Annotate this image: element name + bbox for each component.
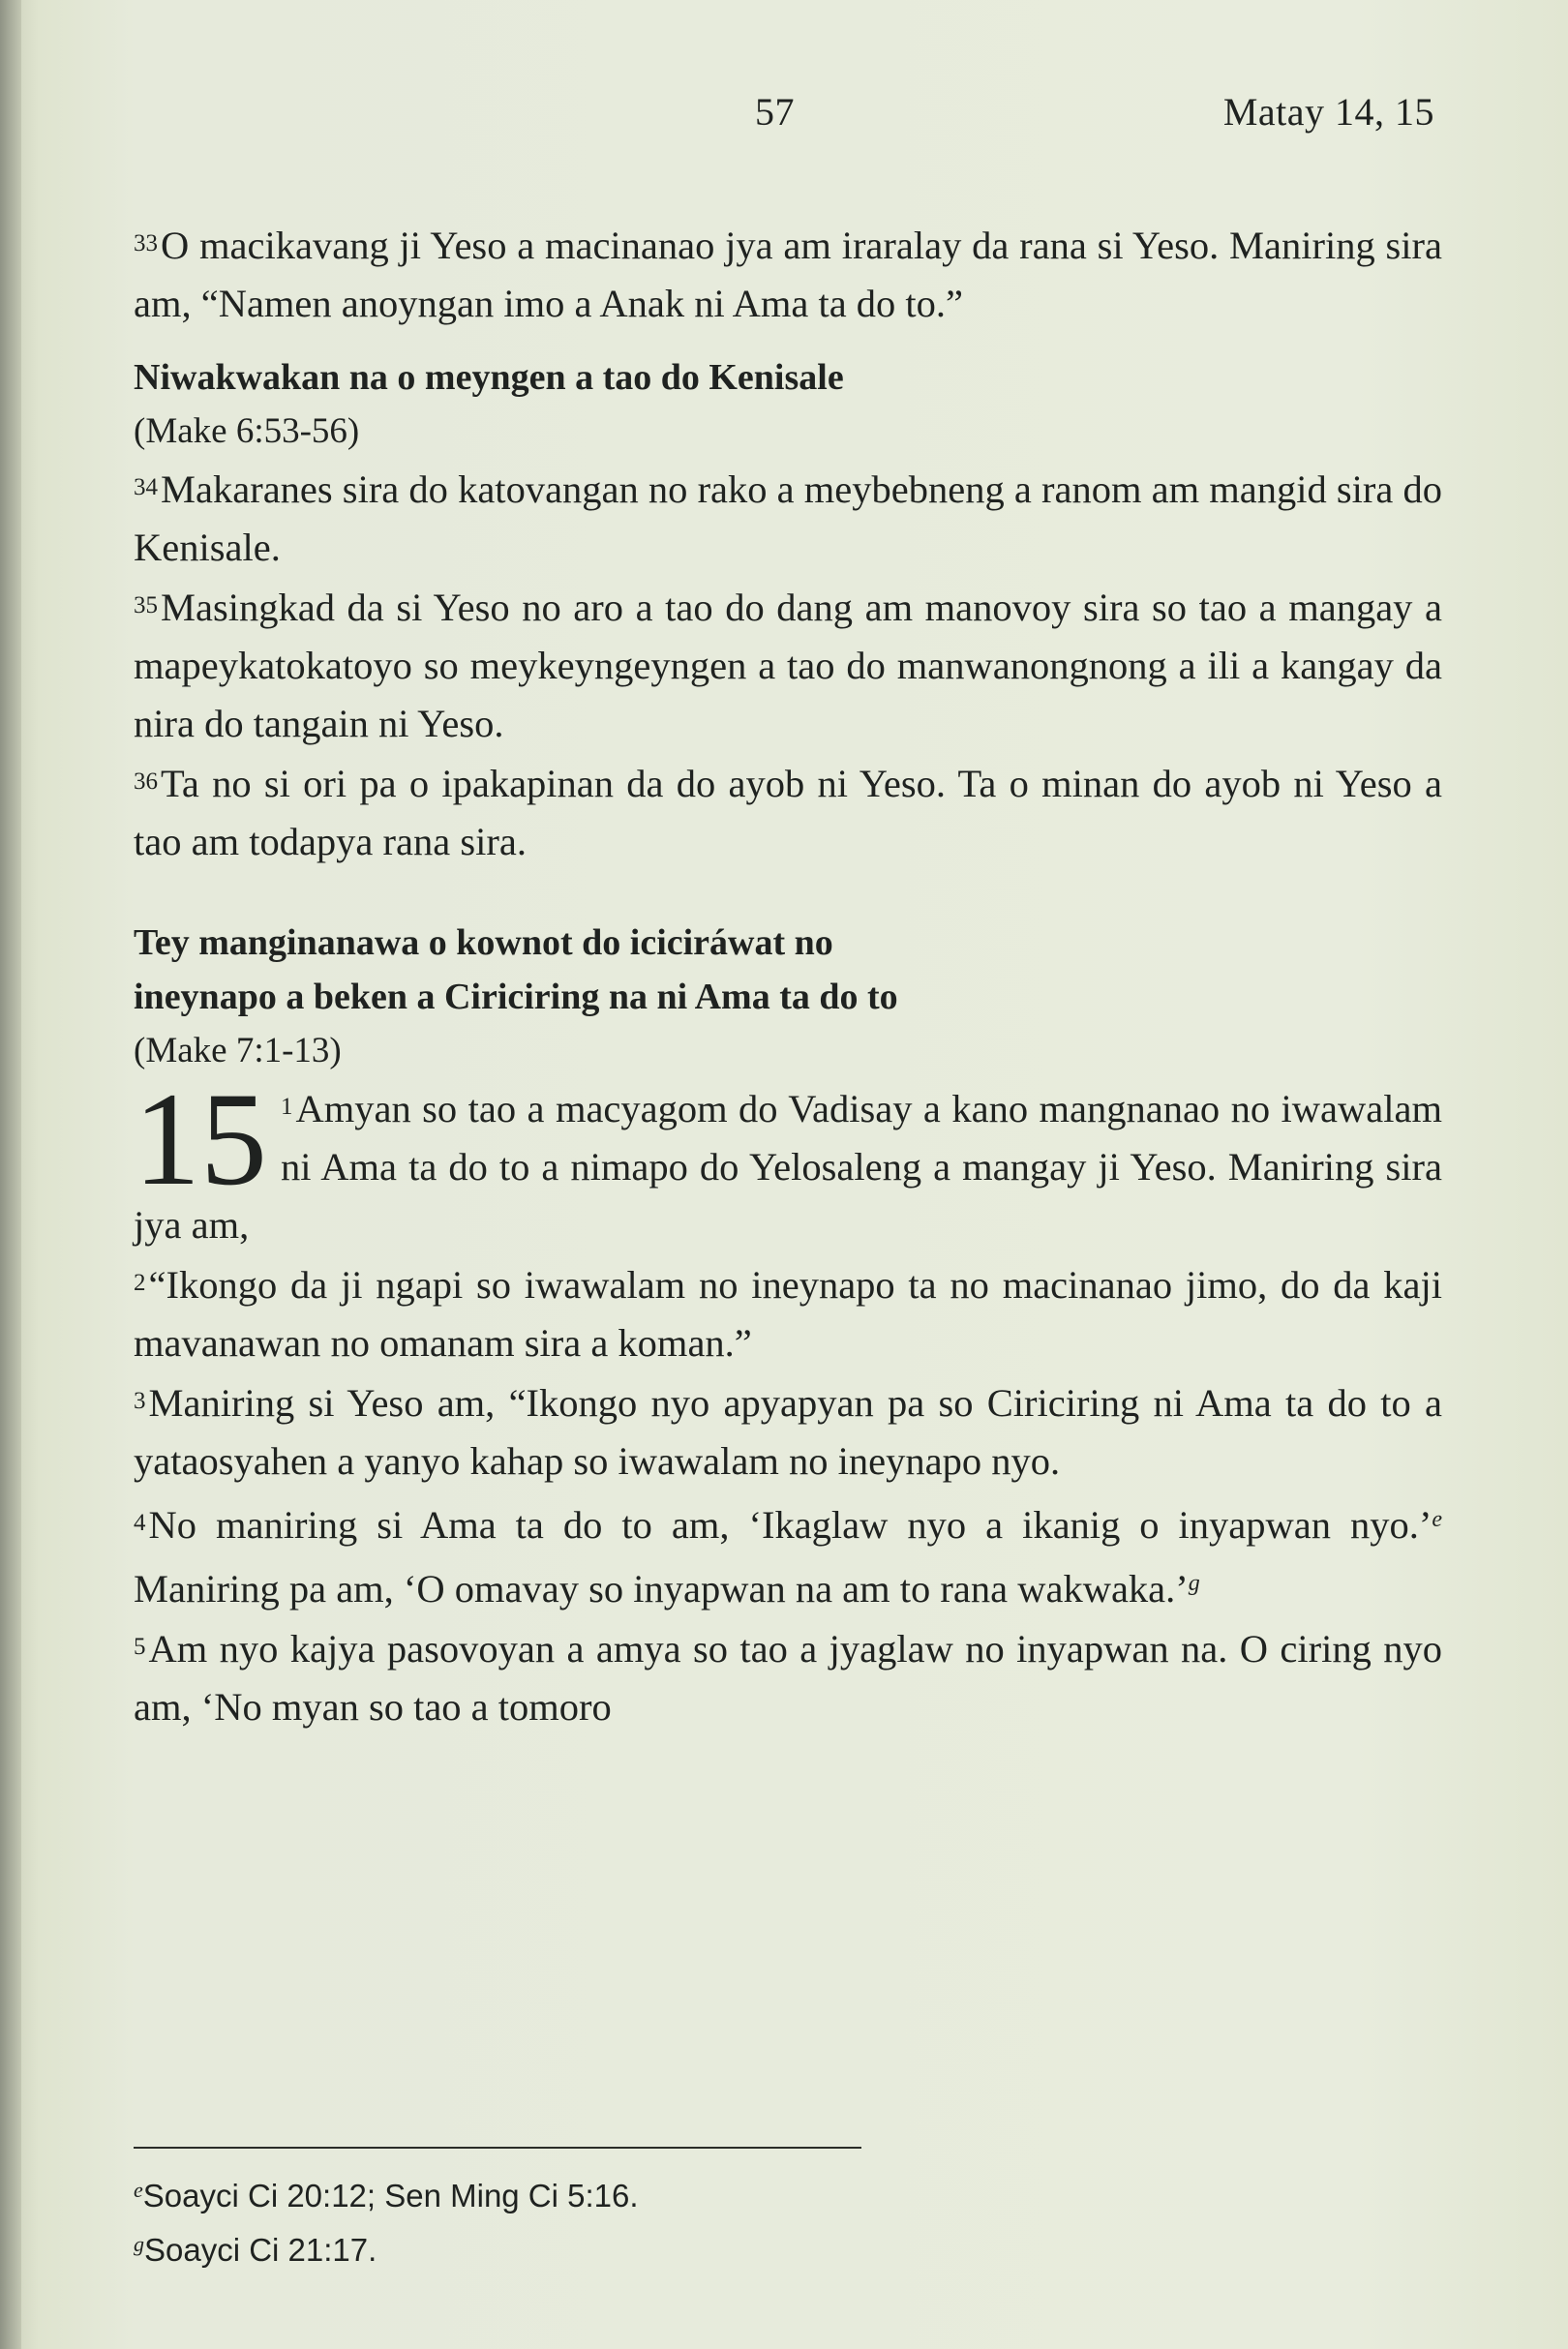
verse-text: Amyan so tao a macyagom do Vadisay a kano mangnanao no iwawalam ni Ama ta do to a nimapo do Yelosaleng a mangay ji Yeso. Maniring sira jya am, — [134, 1087, 1442, 1247]
verse-text: Maniring si Yeso am, “Ikongo nyo apyapyan pa so Ciriciring ni Ama ta do to a yataosyahen a yanyo kahap so iwawalam no ineynapo nyo. — [134, 1381, 1442, 1483]
footnote-marker[interactable]: g — [1188, 1571, 1200, 1596]
verse-number: 36 — [134, 768, 158, 795]
section-cross-reference: (Make 6:53-56) — [134, 411, 360, 451]
footnote — [134, 2166, 1101, 2220]
verse-2 — [134, 1254, 1442, 1372]
verse-text: No maniring si Ama ta do to am, ‘Ikaglaw nyo a ikanig o inyapwan nyo.’ — [148, 1503, 1432, 1547]
verse-number: 33 — [134, 230, 158, 256]
book-spine-shadow — [0, 0, 21, 2349]
verse-number: 4 — [134, 1510, 146, 1536]
verse-33 — [134, 215, 1442, 333]
running-header — [0, 89, 1568, 147]
verse-text: Maniring pa am, ‘O omavay so inyapwan na am to rana wakwaka.’ — [134, 1567, 1189, 1611]
verse-text: Am nyo kajya pasovoyan a amya so tao a jyaglaw no inyapwan na. O ciring nyo am, ‘No myan so tao a tomoro — [134, 1627, 1442, 1729]
verse-number: 5 — [134, 1634, 146, 1660]
verse-number: 3 — [134, 1388, 146, 1414]
page-body — [134, 215, 1442, 1736]
footnote-mark: g — [134, 2232, 144, 2256]
footnotes — [134, 2166, 1101, 2274]
verse-5 — [134, 1618, 1442, 1736]
section-heading-line-1: Tey manginanawa o kownot do iciciráwat no — [134, 922, 833, 963]
footnote-divider — [134, 2147, 861, 2149]
footnote-mark: e — [134, 2178, 143, 2202]
footnote-text: Soayci Ci 20:12; Sen Ming Ci 5:16. — [142, 2178, 639, 2213]
section-heading: Niwakwakan na o meyngen a tao do Kenisale — [134, 357, 844, 398]
footnote — [134, 2220, 1101, 2274]
chapter-reference: Matay 14, 15 — [1222, 90, 1434, 134]
verse-number: 35 — [134, 592, 158, 618]
section-heading-line-2: ineynapo a beken a Ciriciring na ni Ama ta do to — [134, 977, 898, 1017]
verse-34 — [134, 459, 1442, 577]
section-cross-reference: (Make 7:1-13) — [134, 1031, 342, 1070]
chapter-number: 15 — [134, 1065, 267, 1213]
verse-text: Ta no si ori pa o ipakapinan da do ayob ni Yeso. Ta o minan do ayob ni Yeso a tao am todapya rana sira. — [134, 762, 1442, 863]
verse-number: 34 — [134, 474, 158, 500]
verse-text: Makaranes sira do katovangan no rako a meybebneng a ranom am mangid sira do Kenisale. — [134, 467, 1442, 569]
verse-35 — [134, 577, 1442, 753]
verse-text: O macikavang ji Yeso a macinanao jya am iraralay da rana si Yeso. Maniring sira am, “Namen anoyngan imo a Anak ni Ama ta do to.” — [134, 224, 1442, 325]
verse-text: “Ikongo da ji ngapi so iwawalam no ineynapo ta no macinanao jimo, do da kaji mavanawan no omanam sira a koman.” — [134, 1263, 1442, 1365]
verse-36 — [134, 753, 1442, 871]
footnote-marker[interactable]: e — [1432, 1507, 1442, 1532]
verse-3 — [134, 1372, 1442, 1491]
verse-text: Masingkad da si Yeso no aro a tao do dang am manovoy sira so tao a mangay a mapeykatokatoyo so meykeyngeyngen a tao do manwanongnong a ili a kangay da nira do tangain ni Yeso. — [134, 586, 1442, 745]
page-number: 57 — [755, 90, 795, 134]
verse-number: 2 — [134, 1270, 146, 1296]
footnote-text: Soayci Ci 21:17. — [144, 2232, 377, 2268]
verse-4 — [134, 1491, 1442, 1618]
verse-1 — [134, 1065, 1442, 1254]
verse-number: 1 — [281, 1094, 293, 1120]
